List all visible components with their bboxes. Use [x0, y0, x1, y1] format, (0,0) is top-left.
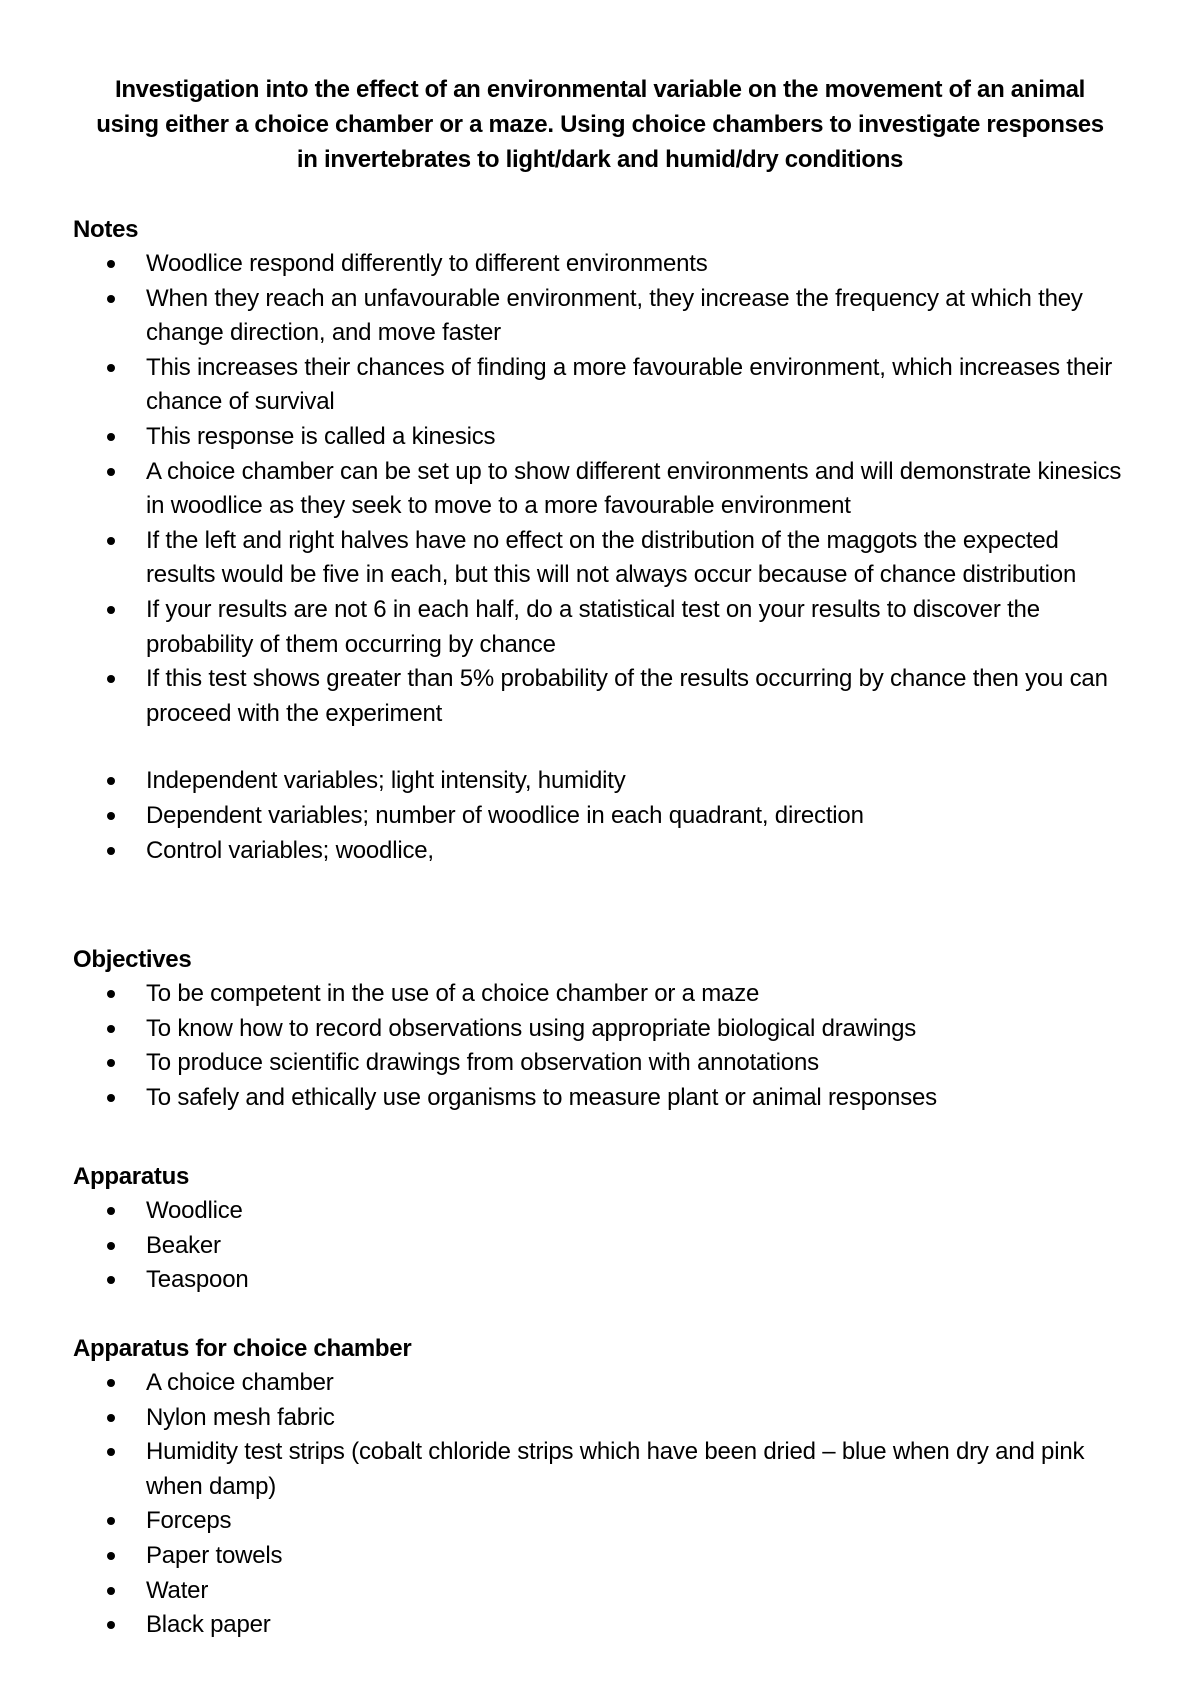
- list-item: [73, 764, 1133, 799]
- list-item: [73, 593, 1133, 662]
- list-item-text: Humidity test strips (cobalt chloride strips which have been dried – blue when dry and pink when damp): [146, 1438, 1085, 1500]
- bullet-icon: [107, 990, 115, 998]
- bullet-icon: [107, 1448, 115, 1456]
- list-item-text: This increases their chances of finding a more favourable environment, which increases their chance of survival: [146, 353, 1113, 416]
- list-item-text: Woodlice: [146, 1197, 243, 1224]
- list-item-text: Water: [146, 1576, 209, 1604]
- list-item: [73, 1435, 1133, 1504]
- list-item-text: To safely and ethically use organisms to measure plant or animal responses: [146, 1083, 937, 1111]
- notes-section: [73, 213, 1133, 868]
- bullet-icon: [107, 675, 115, 683]
- bullet-icon: [107, 260, 115, 268]
- choice-chamber-apparatus-heading: Apparatus for choice chamber: [73, 1335, 412, 1362]
- notes-heading: Notes: [73, 216, 139, 243]
- list-item: [73, 420, 1133, 455]
- list-item: [73, 977, 1133, 1012]
- list-item-text: Forceps: [146, 1507, 232, 1535]
- list-item: [73, 1046, 1133, 1081]
- bullet-icon: [107, 1621, 115, 1629]
- list-item: [73, 1194, 1133, 1229]
- choice-chamber-apparatus-list: [73, 1366, 1133, 1643]
- title-line-3: in invertebrates to light/dark and humid/dry conditions: [296, 146, 904, 173]
- list-item: [73, 799, 1133, 834]
- list-item-text: Teaspoon: [146, 1266, 249, 1294]
- objectives-heading: Objectives: [73, 946, 192, 973]
- list-item-text: Paper towels: [146, 1541, 283, 1569]
- bullet-icon: [107, 1207, 115, 1215]
- list-item: [73, 1366, 1133, 1401]
- list-item: [73, 282, 1133, 351]
- bullet-icon: [107, 468, 115, 476]
- objectives-list: [73, 977, 1133, 1115]
- document-title: [74, 72, 1126, 177]
- bullet-icon: [107, 1059, 115, 1067]
- bullet-icon: [107, 1414, 115, 1422]
- list-item: [73, 1504, 1133, 1539]
- list-item: [73, 1229, 1133, 1264]
- list-item-text: To produce scientific drawings from observation with annotations: [146, 1049, 819, 1077]
- bullet-icon: [107, 1552, 115, 1560]
- apparatus-heading: Apparatus: [73, 1163, 189, 1190]
- bullet-icon: [107, 1517, 115, 1525]
- list-item-text: A choice chamber can be set up to show different environments and will demonstrate kinesics in woodlice as they seek to move to a more favourable environment: [146, 457, 1122, 520]
- bullet-icon: [107, 1276, 115, 1284]
- list-item: [73, 455, 1133, 524]
- list-item-text: Dependent variables; number of woodlice in each quadrant, direction: [146, 801, 864, 829]
- list-item: [73, 351, 1133, 420]
- list-item: [73, 524, 1133, 593]
- list-item: [73, 1081, 1133, 1116]
- bullet-icon: [107, 1025, 115, 1033]
- title-line-1: Investigation into the effect of an environmental variable on the movement of an animal: [114, 76, 1086, 103]
- list-item: [73, 247, 1133, 282]
- bullet-icon: [107, 295, 115, 303]
- bullet-icon: [107, 364, 115, 372]
- list-item: [73, 1401, 1133, 1436]
- list-item-text: To know how to record observations using appropriate biological drawings: [146, 1014, 917, 1042]
- notes-list: [73, 247, 1133, 868]
- list-item-text: To be competent in the use of a choice chamber or a maze: [146, 980, 760, 1007]
- list-item-text: Woodlice respond differently to different environments: [146, 250, 708, 277]
- list-item-text: If your results are not 6 in each half, do a statistical test on your results to discover the probability of them occurring by chance: [146, 595, 1040, 658]
- apparatus-list: [73, 1194, 1133, 1298]
- list-item-text: This response is called a kinesics: [146, 422, 496, 450]
- list-item-text: Beaker: [146, 1231, 221, 1259]
- title-line-2: using either a choice chamber or a maze. Using choice chambers to investigate responses: [96, 111, 1104, 138]
- list-item: [73, 662, 1133, 731]
- list-item-text: Black paper: [146, 1611, 271, 1639]
- list-item: [73, 1574, 1133, 1609]
- bullet-icon: [107, 606, 115, 614]
- list-item-text: A choice chamber: [146, 1369, 334, 1396]
- list-item-text: If this test shows greater than 5% probability of the results occurring by chance then you can proceed with the experiment: [146, 665, 1108, 727]
- list-item: [73, 1263, 1133, 1298]
- list-item-text: Nylon mesh fabric: [146, 1403, 335, 1431]
- bullet-icon: [107, 812, 115, 820]
- list-item: [73, 1608, 1133, 1643]
- list-item-text: If the left and right halves have no effect on the distribution of the maggots the expected results would be five in each, but this will not always occur because of chance distribution: [146, 526, 1077, 589]
- list-item: [73, 1539, 1133, 1574]
- list-item: [73, 1012, 1133, 1047]
- apparatus-section: [73, 1160, 1133, 1298]
- bullet-icon: [107, 433, 115, 441]
- choice-chamber-apparatus-section: [73, 1332, 1133, 1643]
- list-item-text: When they reach an unfavourable environment, they increase the frequency at which they change direction, and move faster: [146, 284, 1083, 347]
- bullet-icon: [107, 777, 115, 785]
- list-item-text: Control variables; woodlice,: [146, 836, 434, 864]
- bullet-icon: [107, 1094, 115, 1102]
- bullet-icon: [107, 1587, 115, 1595]
- list-item: [73, 834, 1133, 869]
- bullet-icon: [107, 1242, 115, 1250]
- bullet-icon: [107, 537, 115, 545]
- bullet-icon: [107, 1379, 115, 1387]
- bullet-icon: [107, 847, 115, 855]
- list-item-text: Independent variables; light intensity, humidity: [146, 767, 626, 795]
- objectives-section: [73, 943, 1133, 1115]
